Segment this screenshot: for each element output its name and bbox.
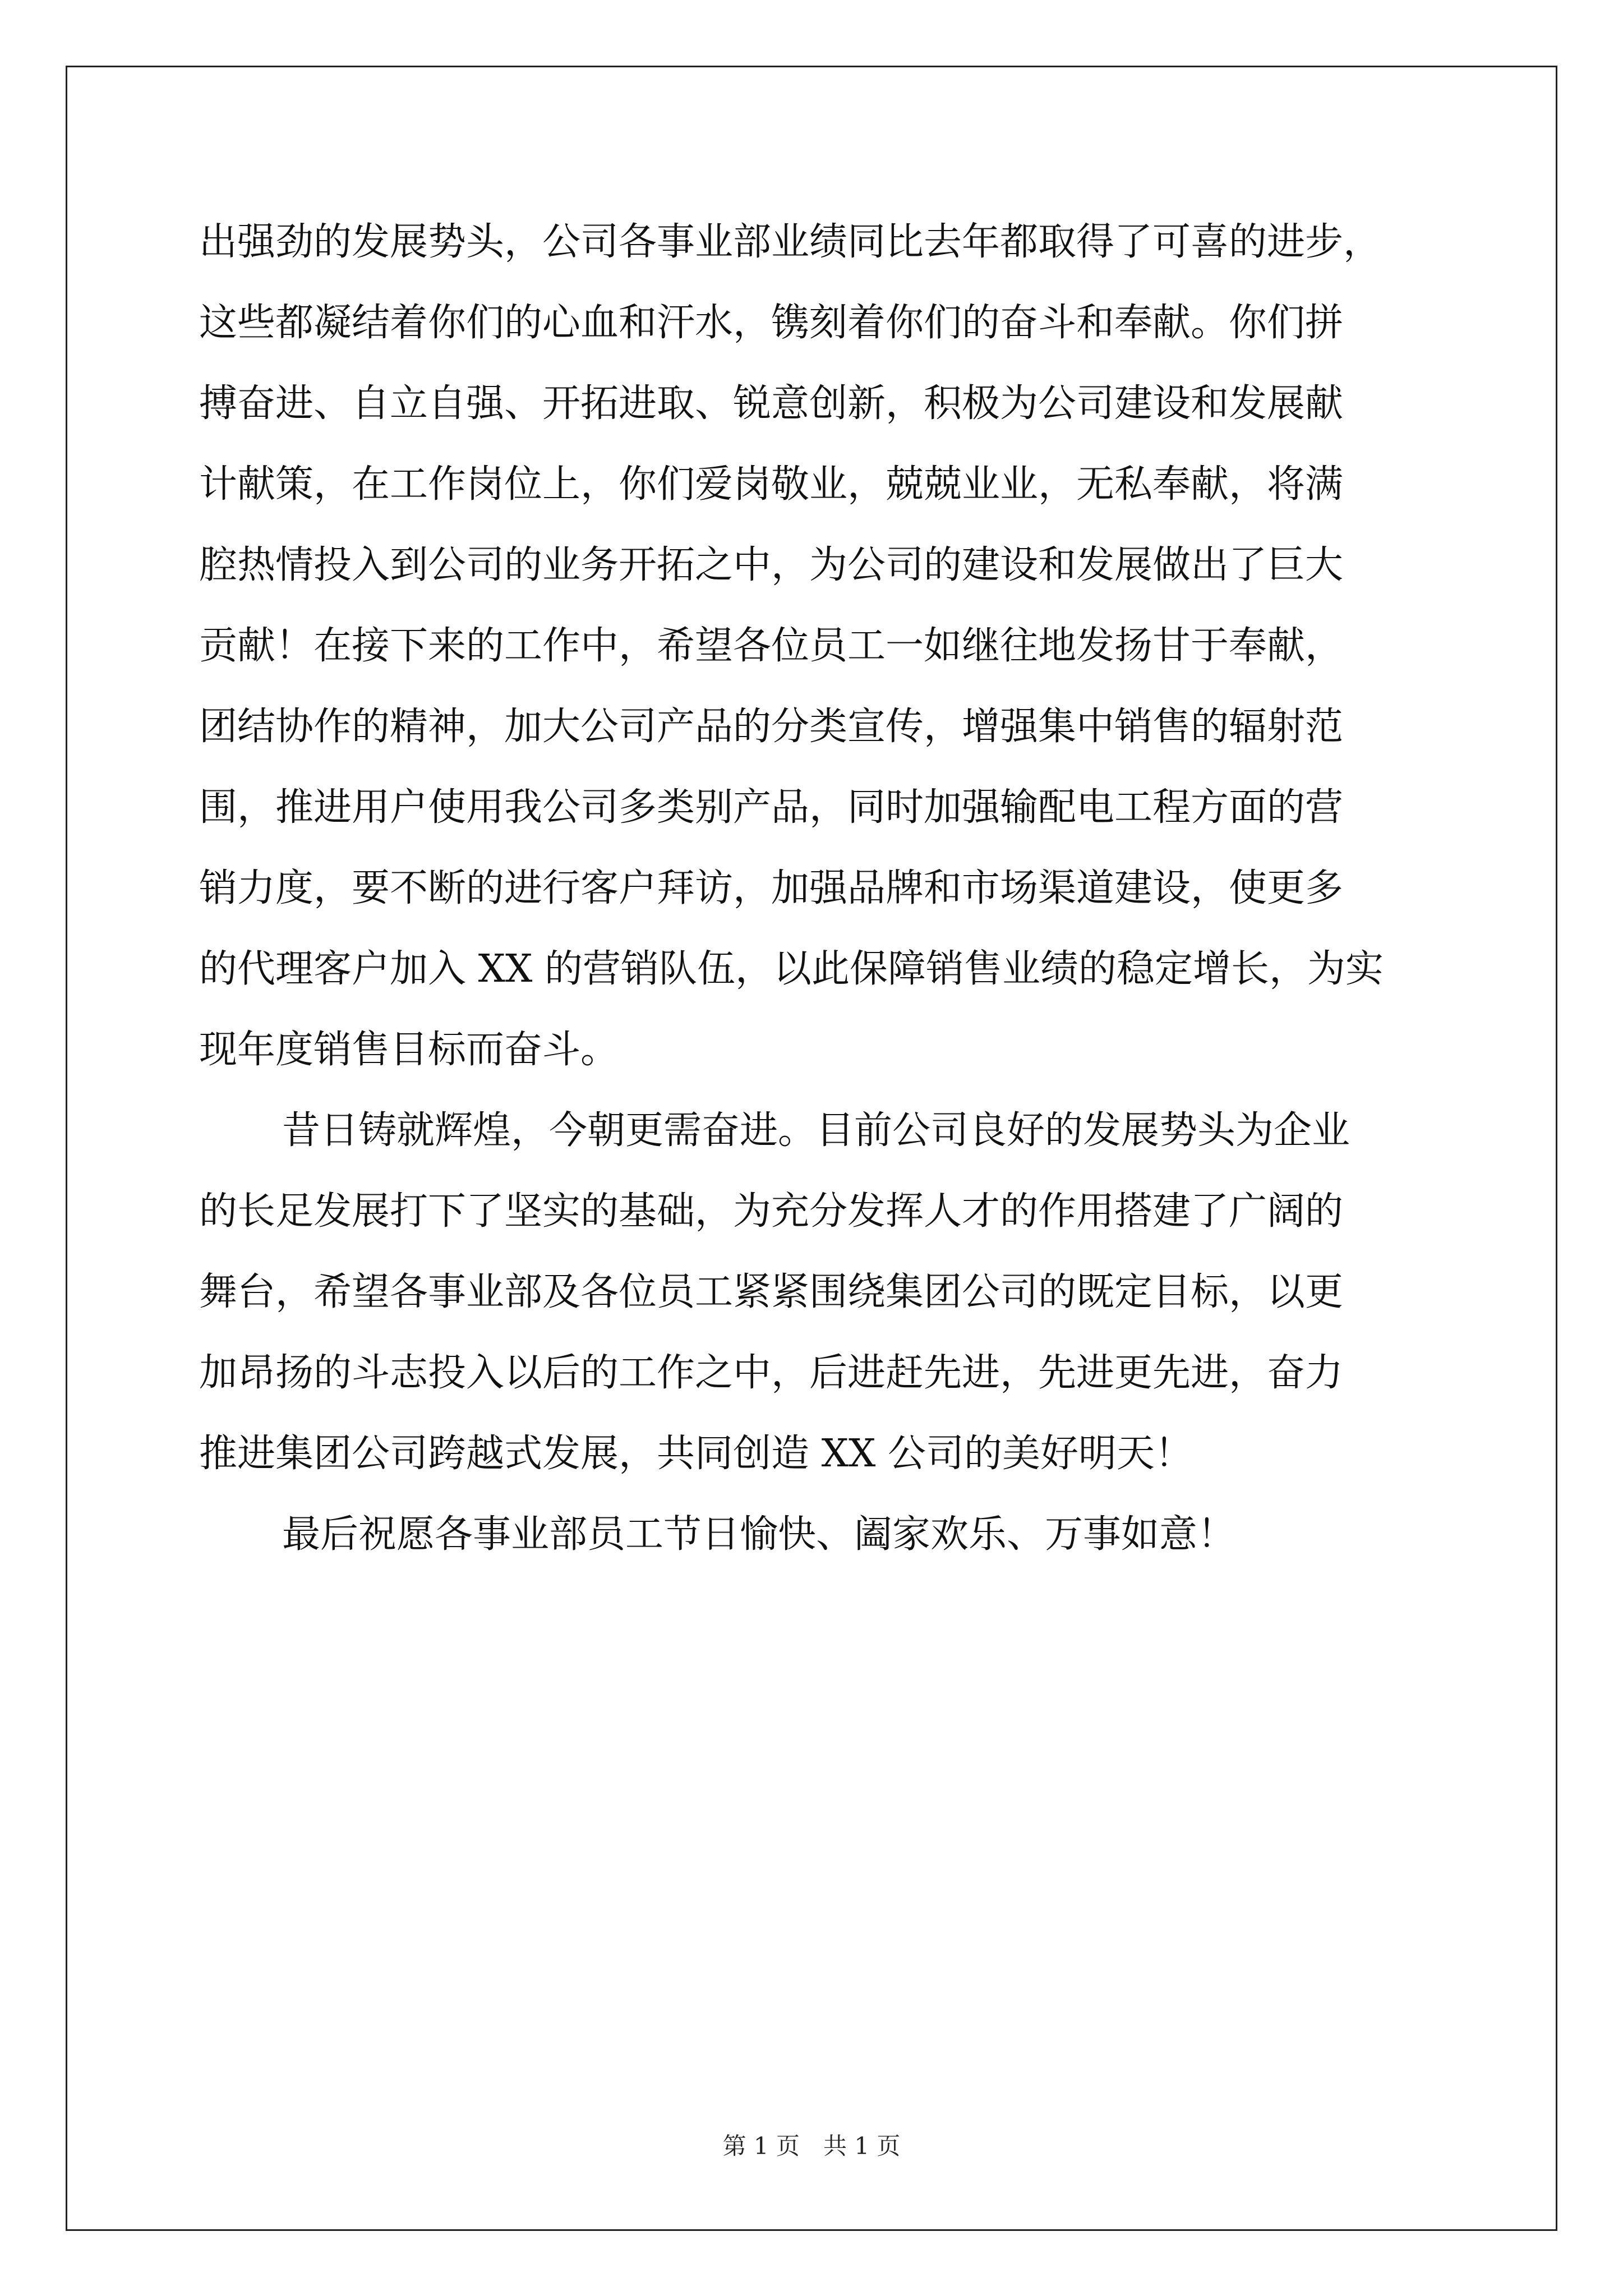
text-line: 现年度销售目标而奋斗。 <box>199 1028 619 1072</box>
text-line: 的长足发展打下了坚实的基础，为充分发挥人才的作用搭建了广阔的 <box>199 1189 1344 1234</box>
text-line: 搏奋进、自立自强、开拓进取、锐意创新，积极为公司建设和发展献 <box>199 381 1344 426</box>
text-line: 这些都凝结着你们的心血和汗水，镌刻着你们的奋斗和奉献。你们拼 <box>199 301 1344 345</box>
page-footer <box>0 2131 1623 2162</box>
text-line: 出强劲的发展势头，公司各事业部业绩同比去年都取得了可喜的进步， <box>199 220 1382 264</box>
text-line: 昔日铸就辉煌，今朝更需奋进。目前公司良好的发展势头为企业 <box>282 1108 1350 1153</box>
page-number: 第 1 页 共 1 页 <box>722 2132 901 2160</box>
text-line: 贡献！在接下来的工作中，希望各位员工一如继往地发扬甘于奉献， <box>199 624 1344 668</box>
text-line: 围，推进用户使用我公司多类别产品，同时加强输配电工程方面的营 <box>199 785 1344 830</box>
text-line: 加昂扬的斗志投入以后的工作之中，后进赶先进，先进更先进，奋力 <box>199 1351 1344 1395</box>
paragraph-start-line <box>199 1091 1427 1171</box>
text-line: 的代理客户加入 XX 的营销队伍，以此保障销售业绩的稳定增长，为实 <box>199 947 1384 991</box>
paragraph-start-line <box>199 1494 1427 1575</box>
document-body <box>199 202 1427 1575</box>
text-line: 腔热情投入到公司的业务开拓之中，为公司的建设和发展做出了巨大 <box>199 543 1344 587</box>
text-line: 销力度，要不断的进行客户拜访，加强品牌和市场渠道建设，使更多 <box>199 866 1344 910</box>
text-line: 最后祝愿各事业部员工节日愉快、阖家欢乐、万事如意！ <box>282 1512 1236 1557</box>
text-line: 团结协作的精神，加大公司产品的分类宣传，增强集中销售的辐射范 <box>199 705 1344 749</box>
text-line: 舞台，希望各事业部及各位员工紧紧围绕集团公司的既定目标，以更 <box>199 1270 1344 1314</box>
text-line: 计献策，在工作岗位上，你们爱岗敬业，兢兢业业，无私奉献，将满 <box>199 462 1344 507</box>
text-line: 推进集团公司跨越式发展，共同创造 XX 公司的美好明天！ <box>199 1432 1193 1476</box>
